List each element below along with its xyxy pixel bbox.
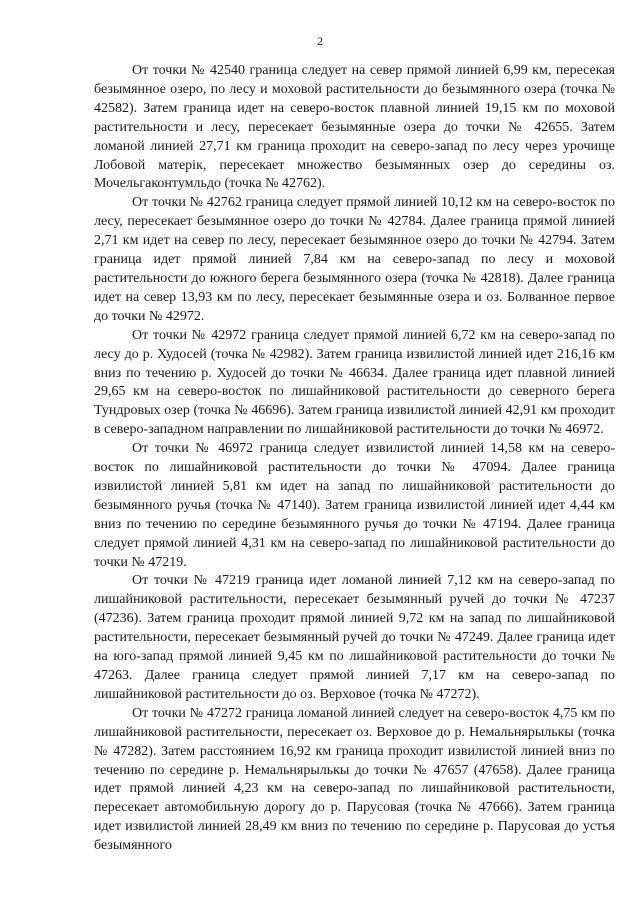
paragraph-2: От точки № 42762 граница следует прямой линией 10,12 км на северо-восток по лесу, пересекает безымянное озеро до точки № 42784. Далее граница прямой линией 2,71 км идет на север по лесу, пересекает безымянное озеро до точки № 42794. Затем граница идет прямой линией 7,84 км на северо-запад по лесу и моховой растительности до южного берега безымянного озера (точка № 42818). Далее граница идет на север 13,93 км по лесу, пересекает безымянные озера и оз. Болванное первое до точки № 42972. <box>94 195 615 324</box>
page-number: 2 <box>317 34 323 48</box>
paragraph-3: От точки № 42972 граница следует прямой линией 6,72 км на северо-запад по лесу до р. Худосей (точка № 42982). Затем граница извилистой линией идет 216,16 км вниз по течению р. Худосей до точки № 46634. Далее граница идет плавной линией 29,65 км на северо-восток по лишайниковой растительности до северного берега Тундровых озер (точка № 46696). Затем граница извилистой линией 42,91 км проходит в северо-западном направлении по лишайниковой растительности до точки № 46972. <box>94 327 615 438</box>
paragraph-1: От точки № 42540 граница следует на север прямой линией 6,99 км, пересекая безымянное озеро, по лесу и моховой растительности до безымянного озера (точка № 42582). Затем граница идет на северо-восток плавной линией 19,15 км по моховой растительности и лесу, пересекает безымянные озера до точки № 42655. Затем ломаной линией 27,71 км граница проходит на северо-запад по лесу через урочище Лобовой матерік, пересекает множество безымянных озер до середины оз. Мочельгаконтумльдо (точка № 42762). <box>94 63 615 192</box>
paragraph-5: От точки № 47219 граница идет ломаной линией 7,12 км на северо-запад по лишайниковой растительности, пересекает безымянный ручей до точки № 47237 (47236). Затем граница проходит прямой линией 9,72 км на запад по лишайниковой растительности, пересекает безымянный ручей до точки № 47249. Далее граница идет на юго-запад прямой линией 9,45 км по лишайниковой растительности до точки № 47263. Далее граница следует прямой линией 7,17 км на северо-запад по лишайниковой растительности до оз. Верховое (точка № 47272). <box>94 573 615 702</box>
document-body <box>94 62 615 856</box>
paragraph-4: От точки № 46972 граница следует извилистой линией 14,58 км на северо-восток по лишайниковой растительности до точки № 47094. Далее граница извилистой линией 5,81 км идет на запад по лишайниковой растительности до безымянного ручья (точка № 47140). Затем граница извилистой линией идет 4,44 км вниз по течению по середине безымянного ручья до точки № 47194. Далее граница следует прямой линией 4,31 км на северо-запад по лишайниковой растительности до точки № 47219. <box>94 441 615 570</box>
paragraph-6: От точки № 47272 граница ломаной линией следует на северо-восток 4,75 км по лишайниковой растительности, пересекает оз. Верховое до р. Немальнярылькы (точка № 47282). Затем расстоянием 16,92 км граница проходит извилистой линией вниз по течению по середине р. Немальнярылькы до точки № 47657 (47658). Далее граница идет прямой линией 4,23 км на северо-запад по лишайниковой растительности, пересекает автомобильную дорогу до р. Парусовая (точка № 47666). Затем граница идет извилистой линией 28,49 км вниз по течению по середине р. Парусовая до устья безымянного <box>94 705 615 854</box>
